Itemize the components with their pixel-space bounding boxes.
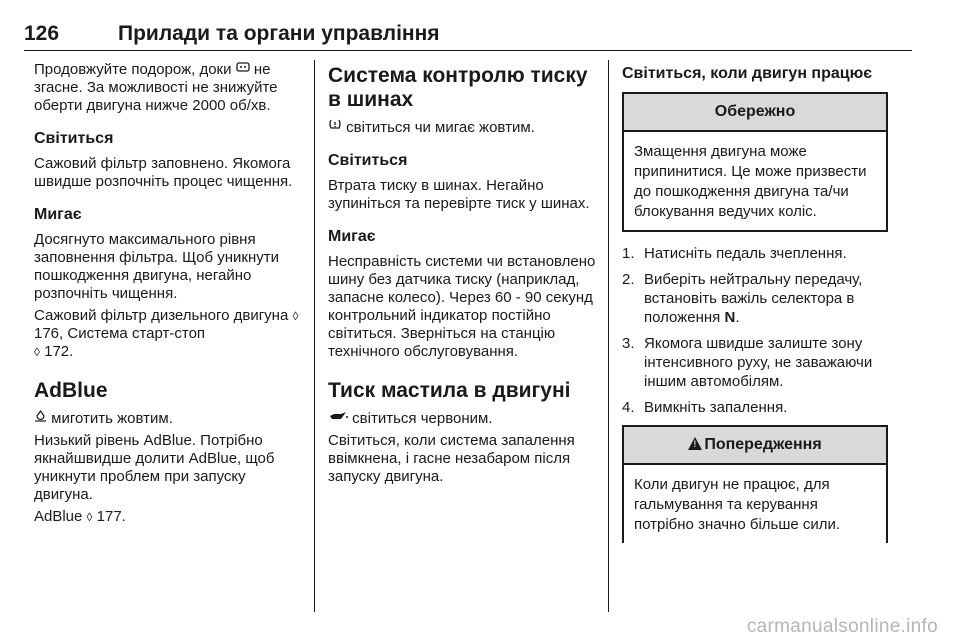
watermark: carmanualsonline.info <box>746 616 938 637</box>
paragraph: Світиться, коли система запалення ввімкнена, і гасне незабаром після запуску двигуна. <box>328 432 575 485</box>
paragraph: Несправність системи чи встановлено шину без датчика тиску (наприклад, запасне колесо). Через 60 - 90 секунд контрольний індикатор постійно світиться. Зверніться на станцію технічного обслуговування. <box>328 253 596 360</box>
caution-box <box>622 92 888 232</box>
tire-pressure-icon <box>328 118 342 136</box>
warning-text: Коли двигун не працює, для гальмування та керування потрібно значно більше сили. <box>634 476 841 533</box>
section-title-tpms: Система контролю тиску в шинах <box>328 64 588 111</box>
indicator-line: світиться чи мигає жовтим. <box>328 118 598 137</box>
section-title-adblue: AdBlue <box>34 379 108 402</box>
indicator-line: світиться червоним. <box>328 409 598 428</box>
column-right <box>622 60 888 543</box>
caution-text: Змащення двигуна може припинитися. Це може призвести до пошкодження двигуна та/чи блокування ведучих коліс. <box>634 143 867 220</box>
warning-title: !Попередження <box>624 427 886 465</box>
dpf-warning-icon <box>236 60 250 78</box>
section-heading-lit: Світиться <box>34 130 114 147</box>
section-heading-engine-running: Світиться, коли двигун працює <box>622 65 873 82</box>
caution-title: Обережно <box>624 94 886 132</box>
column-middle <box>328 60 598 490</box>
paragraph: Продовжуйте подорож, доки не згасне. За можливості не знижуйте оберти двигуна нижче 2000 об/хв. <box>34 61 278 114</box>
column-left <box>34 60 302 530</box>
warning-box <box>622 425 888 543</box>
page-reference-arrow-icon: ◊ <box>34 345 40 359</box>
page-reference-arrow-icon: ◊ <box>86 510 93 524</box>
column-divider <box>608 60 609 612</box>
list-item: 2. Виберіть нейтральну передачу, встановіть важіль селектора в положення N. <box>622 271 863 326</box>
cross-reference: Сажовий фільтр дизельного двигуна ◊ 176, Система старт-стоп ◊ 172. <box>34 307 299 360</box>
adblue-icon <box>34 409 47 427</box>
list-item: 3. Якомога швидше залиште зону інтенсивного руху, не заважаючи іншим автомобілям. <box>622 335 873 390</box>
list-item: 1. Натисніть педаль зчеплення. <box>622 245 847 262</box>
section-title-oil-pressure: Тиск мастила в двигуні <box>328 379 571 402</box>
header-divider <box>24 50 912 51</box>
list-item: 4. Вимкніть запалення. <box>622 399 788 416</box>
oil-can-icon <box>328 409 348 427</box>
cross-reference: AdBlue ◊ 177. <box>34 508 126 525</box>
warning-triangle-icon <box>688 437 702 450</box>
section-heading-lit: Світиться <box>328 152 408 169</box>
page-title: Прилади та органи управління <box>118 22 440 45</box>
column-divider <box>314 60 315 612</box>
paragraph: Втрата тиску в шинах. Негайно зупиніться та перевірте тиск у шинах. <box>328 177 590 212</box>
paragraph: Досягнуто максимального рівня заповнення фільтра. Щоб уникнути пошкодження двигуна, негайно розпочніть чищення. <box>34 231 280 302</box>
page-reference-arrow-icon: ◊ <box>292 309 299 323</box>
paragraph: Низький рівень AdBlue. Потрібно якнайшвидше долити AdBlue, щоб уникнути проблем при запуску двигуна. <box>34 432 275 503</box>
section-heading-flashing: Мигає <box>34 206 82 223</box>
steps-list <box>622 244 888 417</box>
page-number: 126 <box>24 22 60 45</box>
section-heading-flashing: Мигає <box>328 228 376 245</box>
indicator-line: миготить жовтим. <box>34 409 302 428</box>
paragraph: Сажовий фільтр заповнено. Якомога швидше розпочніть процес чищення. <box>34 155 293 190</box>
